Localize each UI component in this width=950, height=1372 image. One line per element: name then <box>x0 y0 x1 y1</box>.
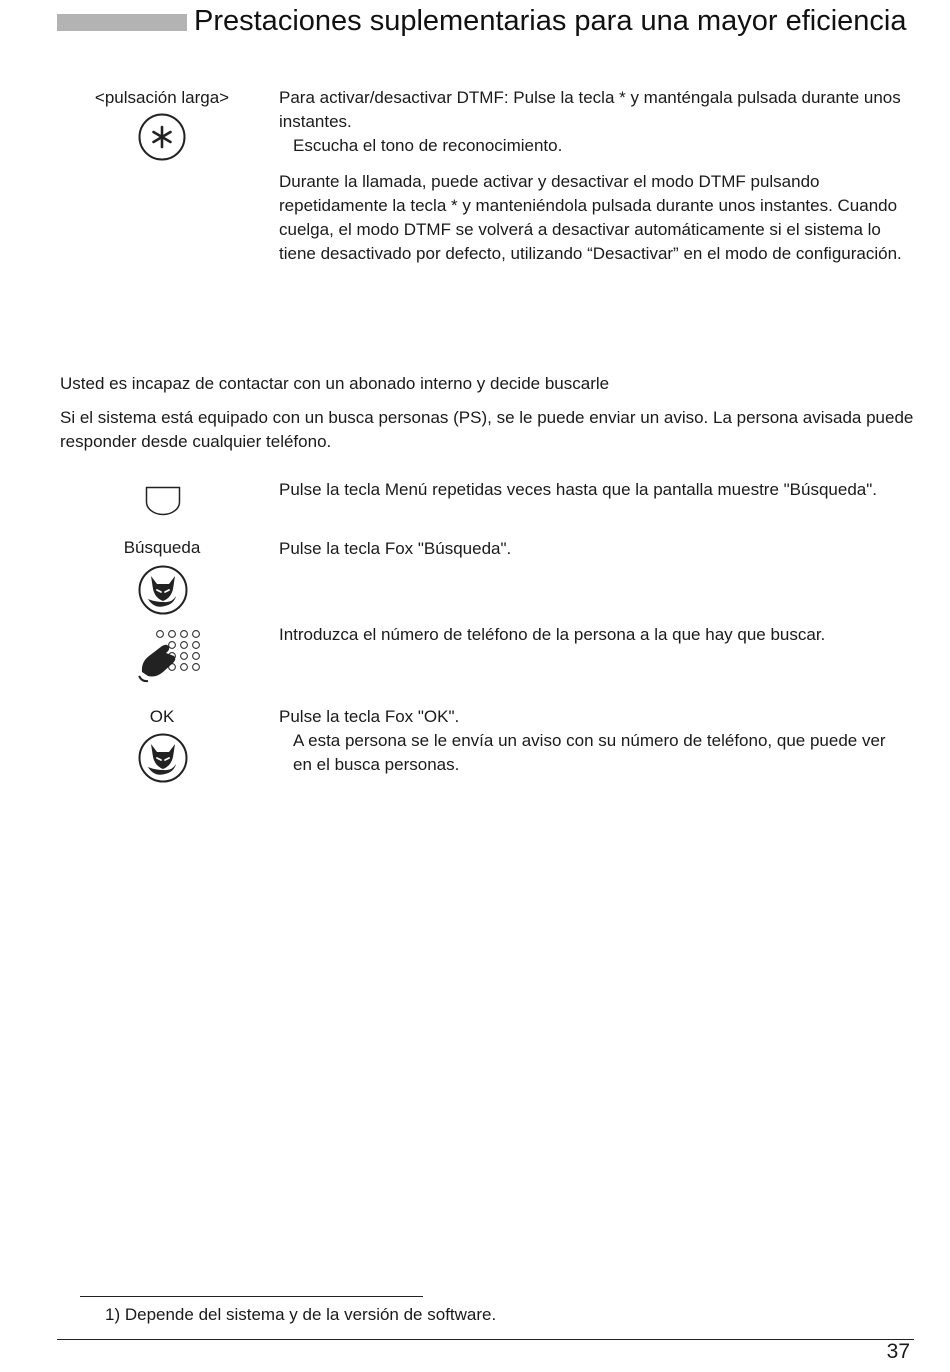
footer-divider <box>57 1339 914 1340</box>
search-intro-1: Usted es incapaz de contactar con un abonado interno y decide buscarle <box>60 374 610 393</box>
footnote-divider <box>80 1296 423 1297</box>
step-ok-line1: Pulse la tecla Fox "OK". <box>279 707 460 726</box>
busqueda-label: Búsqueda <box>123 538 201 557</box>
keypad-icon <box>136 626 204 684</box>
step-keypad-text: Introduzca el número de teléfono de la persona a la que hay que buscar. <box>279 625 826 644</box>
dtmf-step-line1: Para activar/desactivar DTMF: Pulse la tecla * y manténgala pulsada durante unos instantes. <box>279 88 901 131</box>
ok-label: OK <box>149 707 175 726</box>
star-key-icon <box>138 113 186 161</box>
step-ok <box>279 705 909 777</box>
step-menu-text: Pulse la tecla Menú repetidas veces hasta que la pantalla muestre "Búsqueda". <box>279 480 877 499</box>
dtmf-paragraph <box>279 170 909 266</box>
search-intro-2: Si el sistema está equipado con un busca personas (PS), se le puede enviar un aviso. La persona avisada puede responder desde cualquier teléfono. <box>60 408 914 451</box>
long-press-label: <pulsación larga> <box>94 88 230 107</box>
step-ok-line2: A esta persona se le envía un aviso con su número de teléfono, que puede ver en el busca personas. <box>293 731 886 774</box>
fox-key-icon <box>138 565 188 615</box>
header-bar <box>57 14 187 31</box>
step-busqueda-text: Pulse la tecla Fox "Búsqueda". <box>279 539 512 558</box>
page-number: 37 <box>886 1340 910 1363</box>
footnote: 1) Depende del sistema y de la versión de software. <box>105 1305 497 1324</box>
dtmf-step <box>279 86 909 158</box>
dtmf-paragraph-text: Durante la llamada, puede activar y desactivar el modo DTMF pulsando repetidamente la tecla * y manteniéndola pulsada durante unos instantes. Cuando cuelga, el modo DTMF se volverá a desactivar automáticamente si el sistema lo tiene desactivado por defecto, utilizando “Desactivar” en el modo de configuración. <box>279 172 902 263</box>
dtmf-step-line2: Escucha el tono de reconocimiento. <box>293 136 563 155</box>
fox-key-icon <box>138 733 188 783</box>
menu-key-icon <box>145 486 181 516</box>
page-title: Prestaciones suplementarias para una mayor eficiencia <box>194 5 907 37</box>
